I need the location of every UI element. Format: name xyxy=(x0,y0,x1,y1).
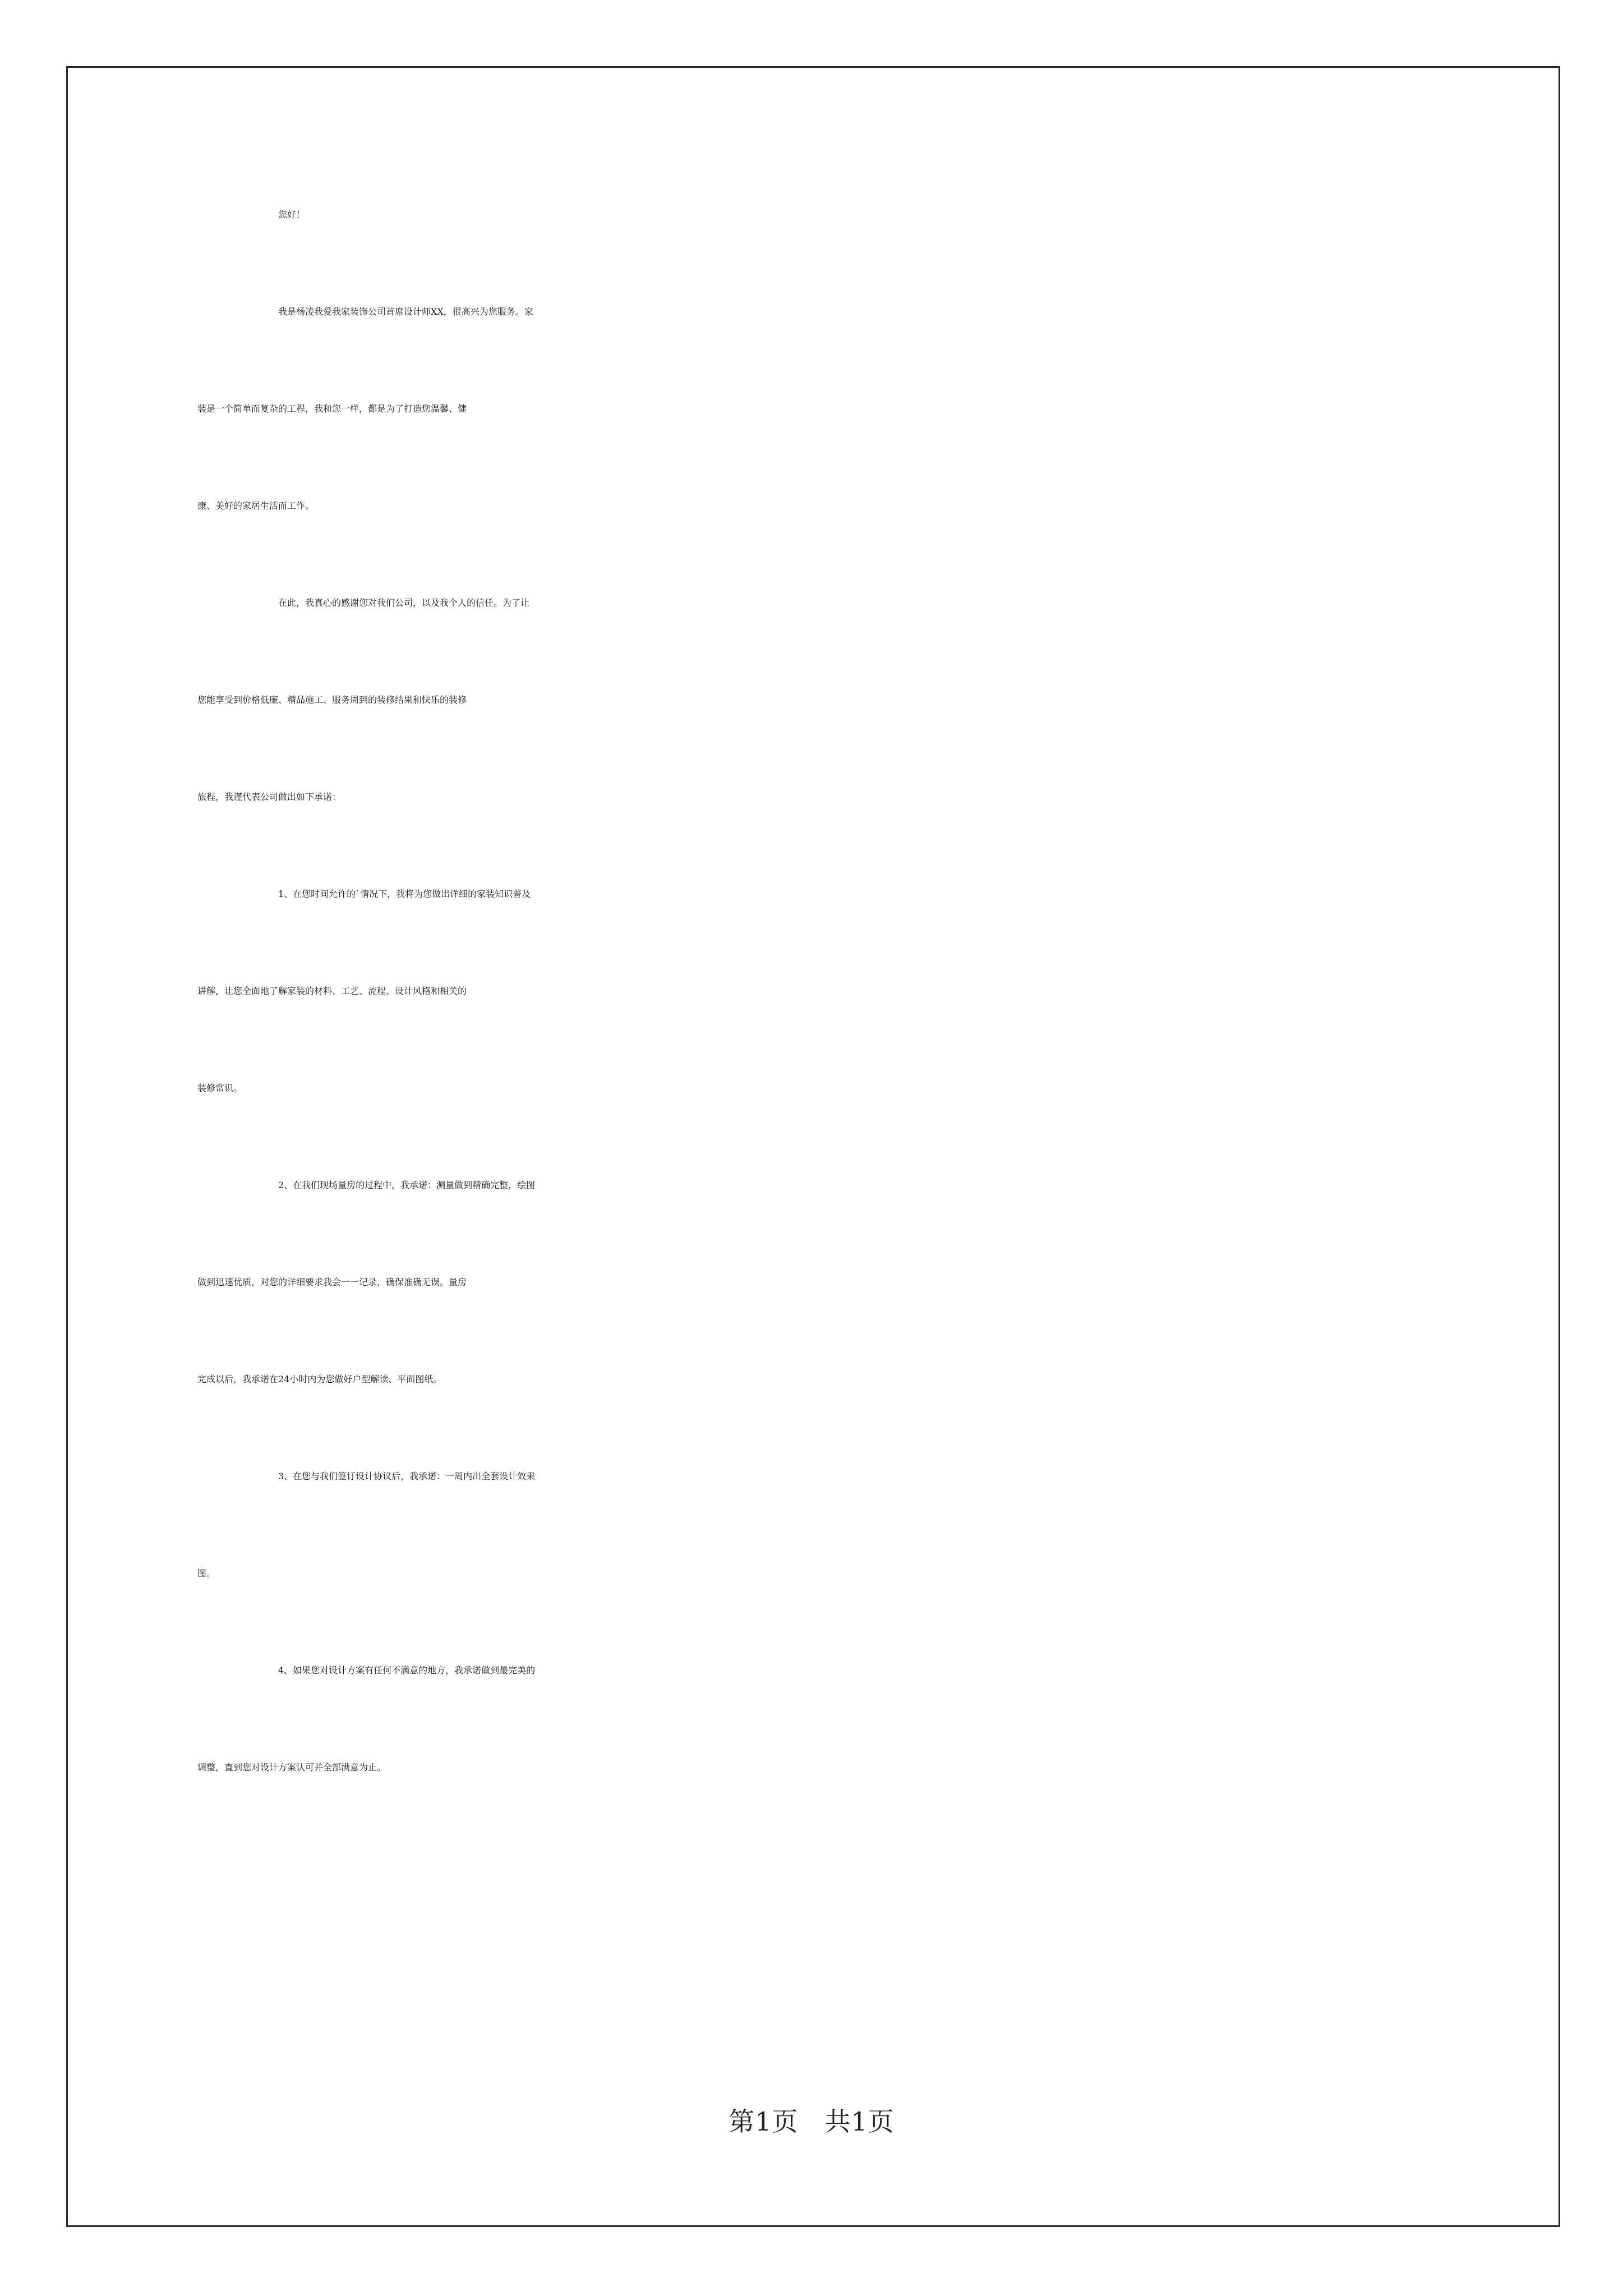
paragraph-5-line-1: 3、在您与我们签订设计协议后，我承诺：一周内出全套设计效果 xyxy=(278,1471,536,1481)
paragraph-6-line-2: 调整，直到您对设计方案认可并全部满意为止。 xyxy=(197,1762,386,1773)
greeting: 您好！ xyxy=(278,209,306,220)
paragraph-6-line-1: 4、如果您对设计方案有任何不满意的地方，我承诺做到最完美的 xyxy=(278,1665,536,1676)
paragraph-2-line-2: 您能享受到价格低廉、精品施工、服务周到的装修结果和快乐的装修 xyxy=(197,694,467,705)
paragraph-3-line-2: 讲解，让您全面地了解家装的材料、工艺、流程、设计风格和相关的 xyxy=(197,986,467,996)
paragraph-2-line-3: 旅程，我谨代表公司做出如下承诺： xyxy=(197,792,342,802)
paragraph-4-line-2: 做到迅速优质，对您的详细要求我会一一记录，确保准确无误。量房 xyxy=(197,1277,467,1287)
letter-body xyxy=(197,208,1431,1857)
page-number-footer: 第1页 共1页 xyxy=(728,2106,895,2137)
paragraph-3-line-3: 装修常识。 xyxy=(197,1083,243,1093)
paragraph-1-line-3: 康、美好的家居生活而工作。 xyxy=(197,500,315,511)
paragraph-1-line-1: 我是杨凌我爱我家装饰公司首席设计师XX，很高兴为您服务。家 xyxy=(278,306,533,317)
paragraph-4-line-1: 2、在我们现场量房的过程中，我承诺：测量做到精确完整，绘图 xyxy=(278,1180,536,1190)
paragraph-3-line-1: 1、在您时间允许的`情况下，我将为您做出详细的家装知识普及 xyxy=(278,889,531,899)
paragraph-5-line-2: 图。 xyxy=(197,1568,216,1579)
paragraph-4-line-3: 完成以后，我承诺在24小时内为您做好户型解读、平面图纸。 xyxy=(197,1374,442,1384)
paragraph-2-line-1: 在此，我真心的感谢您对我们公司，以及我个人的信任。为了让 xyxy=(278,597,530,608)
paragraph-1-line-2: 装是一个简单而复杂的工程，我和您一样，都是为了打造您温馨、健 xyxy=(197,403,467,414)
